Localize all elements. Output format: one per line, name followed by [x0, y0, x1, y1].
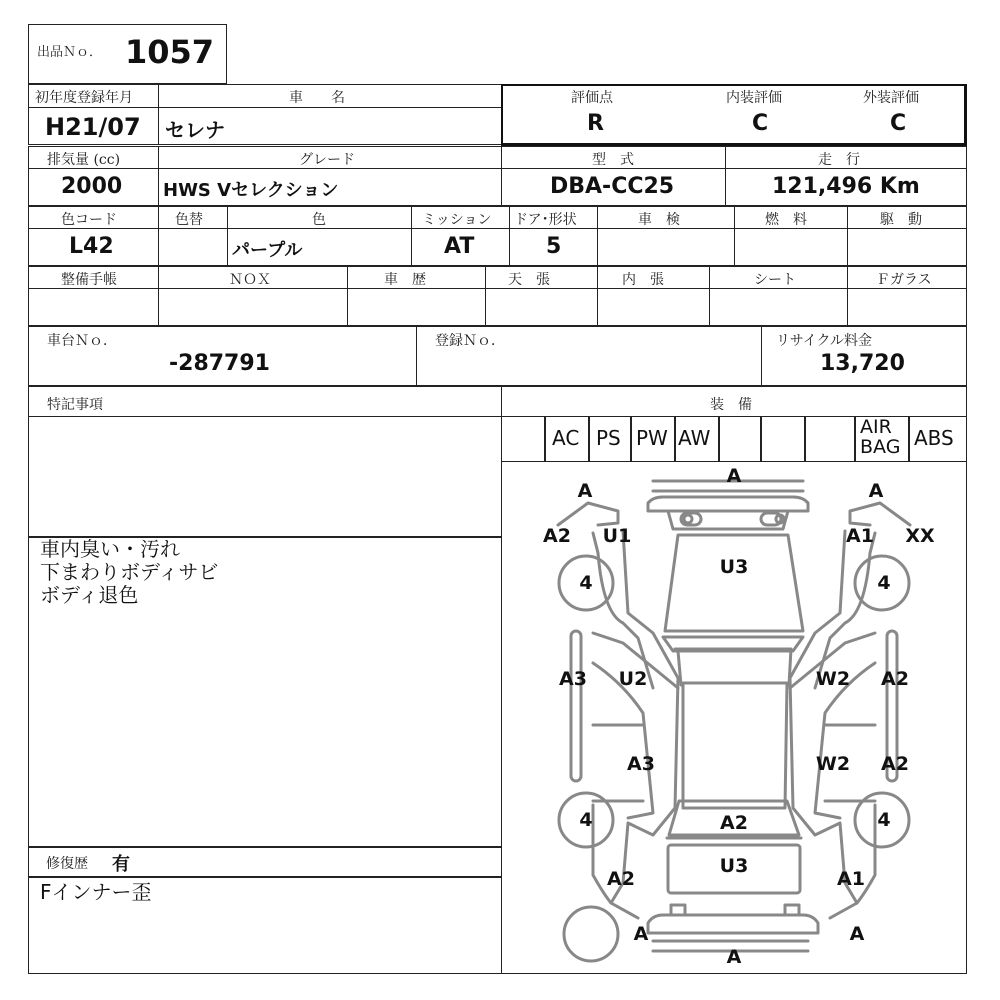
damage-mark: A2	[543, 525, 571, 547]
equipment-item-airbag: AIR BAG	[860, 416, 901, 458]
roof-label-cell	[485, 266, 598, 289]
model-label: 型 式	[592, 152, 634, 168]
score-value: R	[587, 111, 604, 136]
color-code-value: L42	[69, 234, 114, 259]
damage-mark: 4	[877, 809, 891, 831]
regno-cell	[416, 326, 762, 386]
damage-mark: XX	[905, 525, 935, 547]
eq-divider	[544, 417, 546, 461]
color-label-cell	[227, 206, 412, 229]
mileage-value-cell	[725, 168, 967, 206]
model-value-cell	[501, 168, 726, 206]
mission-value: AT	[444, 234, 475, 259]
eq-divider	[854, 417, 856, 461]
door-label-cell	[509, 206, 598, 229]
exterior-value: C	[890, 111, 907, 136]
regno-label: 登録Ｎｏ．	[435, 333, 505, 349]
damage-mark: A	[849, 923, 865, 945]
mission-value-cell	[411, 228, 510, 266]
interior-value: C	[752, 111, 769, 136]
recycle-label: リサイクル料金	[776, 333, 873, 349]
damage-mark: A	[726, 946, 742, 968]
damage-mark: A3	[559, 668, 587, 690]
damage-mark: A1	[846, 525, 874, 547]
roof-value-cell	[485, 288, 598, 326]
damage-mark: A2	[881, 753, 909, 775]
score-value-cell	[503, 107, 693, 143]
interior-label: 内装評価	[726, 90, 782, 106]
repair-value: 有	[112, 854, 130, 875]
equipment-label: 装 備	[710, 397, 752, 413]
color-code-label: 色コード	[61, 212, 117, 228]
fglass-value-cell	[847, 288, 967, 326]
nox-label-cell	[158, 266, 348, 289]
nox-value-cell	[158, 288, 348, 326]
equipment-item-ps: PS	[596, 426, 621, 450]
car-name-value: セレナ	[165, 118, 225, 142]
repaint-label-cell	[158, 206, 228, 229]
eq-divider	[674, 417, 676, 461]
eq-divider	[718, 417, 720, 461]
nox-label: ＮＯＸ	[229, 272, 271, 288]
damage-mark: A2	[720, 812, 748, 834]
inspection-label: 車 検	[638, 212, 680, 228]
mileage-label-cell	[725, 146, 967, 169]
car-name-label-cell	[158, 84, 502, 108]
notes-label-cell	[28, 386, 502, 417]
reg-date-value: H21/07	[45, 113, 141, 141]
inspection-label-cell	[597, 206, 735, 229]
equipment-label-cell	[501, 386, 967, 417]
note-line: 下まわりボディサビ	[40, 560, 219, 584]
equipment-item-aw: AW	[678, 426, 711, 450]
chassis-value: -287791	[169, 351, 270, 376]
equipment-item-abs: ABS	[914, 426, 954, 450]
interior-trim-value-cell	[597, 288, 710, 326]
damage-mark: 4	[579, 809, 593, 831]
score-label-cell	[503, 86, 693, 108]
lot-number: 1057	[125, 33, 215, 71]
damage-mark: A	[868, 480, 884, 502]
seat-label: シート	[754, 272, 796, 288]
damage-mark: U1	[602, 525, 632, 547]
grade-value: HWS Vセレクション	[163, 180, 339, 201]
fuel-label: 燃 料	[765, 212, 807, 228]
fuel-value-cell	[734, 228, 848, 266]
displacement-label: 排気量 (cc)	[47, 152, 121, 168]
color-code-label-cell	[28, 206, 159, 229]
damage-mark: A	[726, 465, 742, 487]
mileage-label: 走 行	[818, 152, 860, 168]
eq-divider	[804, 417, 806, 461]
equipment-item-pw: PW	[636, 426, 668, 450]
exterior-value-cell	[829, 107, 964, 143]
car-diagram	[503, 463, 965, 972]
history-value-cell	[347, 288, 486, 326]
exterior-label: 外装評価	[863, 90, 919, 106]
displacement-value-cell	[28, 168, 159, 206]
reg-date-value-cell	[28, 107, 159, 145]
eq-divider	[760, 417, 762, 461]
service-value-cell	[28, 288, 159, 326]
grade-label: グレード	[299, 152, 355, 168]
car-name-label: 車 名	[289, 90, 345, 106]
color-value-cell	[227, 228, 412, 266]
damage-mark: U3	[719, 556, 749, 578]
damage-mark: A3	[627, 753, 655, 775]
fuel-label-cell	[734, 206, 848, 229]
damage-mark: W2	[815, 668, 851, 690]
displacement-label-cell	[28, 146, 159, 169]
grade-label-cell	[158, 146, 502, 169]
mission-label: ミッション	[422, 212, 492, 228]
repair-label: 修復歴	[46, 856, 88, 872]
fglass-label: Ｆガラス	[876, 272, 932, 288]
note-line: 車内臭い・汚れ	[40, 537, 180, 561]
seat-value-cell	[709, 288, 848, 326]
history-label: 車 歴	[384, 272, 426, 288]
car-name-value-cell	[158, 107, 502, 145]
repaint-value-cell	[158, 228, 228, 266]
interior-value-cell	[692, 107, 830, 143]
interior-trim-label: 内 張	[622, 272, 664, 288]
interior-label-cell	[692, 86, 830, 108]
damage-mark: A2	[607, 868, 635, 890]
note-line: ボディ退色	[40, 583, 139, 607]
door-value-cell	[509, 228, 598, 266]
notes-lines	[40, 538, 218, 607]
grade-value-cell	[158, 168, 502, 206]
reg-date-label-cell	[28, 84, 159, 108]
fglass-label-cell	[847, 266, 967, 289]
drive-value-cell	[847, 228, 967, 266]
damage-mark: A	[633, 923, 649, 945]
reg-date-label: 初年度登録年月	[35, 90, 133, 106]
seat-label-cell	[709, 266, 848, 289]
color-code-value-cell	[28, 228, 159, 266]
history-label-cell	[347, 266, 486, 289]
service-label: 整備手帳	[61, 272, 117, 288]
damage-mark: A1	[837, 868, 865, 890]
score-label: 評価点	[571, 90, 613, 106]
repair-divider-top	[28, 846, 502, 848]
exterior-label-cell	[829, 86, 964, 108]
recycle-cell	[761, 326, 967, 386]
eq-divider	[908, 417, 910, 461]
equipment-row	[501, 416, 967, 462]
mission-label-cell	[411, 206, 510, 229]
service-label-cell	[28, 266, 159, 289]
door-label: ドア･形状	[514, 212, 577, 228]
damage-mark: U3	[719, 855, 749, 877]
roof-label: 天 張	[508, 272, 550, 288]
drive-label: 駆 動	[880, 212, 922, 228]
lot-number-box	[28, 24, 227, 84]
interior-trim-label-cell	[597, 266, 710, 289]
repair-note: Fインナー歪	[40, 880, 152, 904]
drive-label-cell	[847, 206, 967, 229]
damage-mark: A2	[881, 668, 909, 690]
damage-mark: U2	[618, 668, 648, 690]
color-label: 色	[312, 212, 326, 228]
notes-label: 特記事項	[47, 397, 103, 413]
damage-mark: W2	[815, 753, 851, 775]
recycle-value: 13,720	[820, 351, 905, 376]
chassis-cell	[28, 326, 417, 386]
inspection-value-cell	[597, 228, 735, 266]
repaint-label: 色替	[175, 212, 203, 228]
model-label-cell	[501, 146, 726, 169]
chassis-label: 車台Ｎｏ．	[47, 333, 117, 349]
model-value: DBA-CC25	[550, 174, 675, 199]
equipment-item-ac: AC	[552, 426, 580, 450]
damage-mark: 4	[579, 572, 593, 594]
displacement-value: 2000	[61, 174, 123, 199]
color-value: パープル	[232, 240, 303, 261]
eq-divider	[630, 417, 632, 461]
lot-label: 出品Ｎｏ．	[37, 45, 103, 60]
damage-mark: A	[577, 480, 593, 502]
mileage-value: 121,496 Km	[772, 174, 920, 199]
eq-divider	[588, 417, 590, 461]
door-value: 5	[546, 234, 562, 259]
damage-mark: 4	[877, 572, 891, 594]
